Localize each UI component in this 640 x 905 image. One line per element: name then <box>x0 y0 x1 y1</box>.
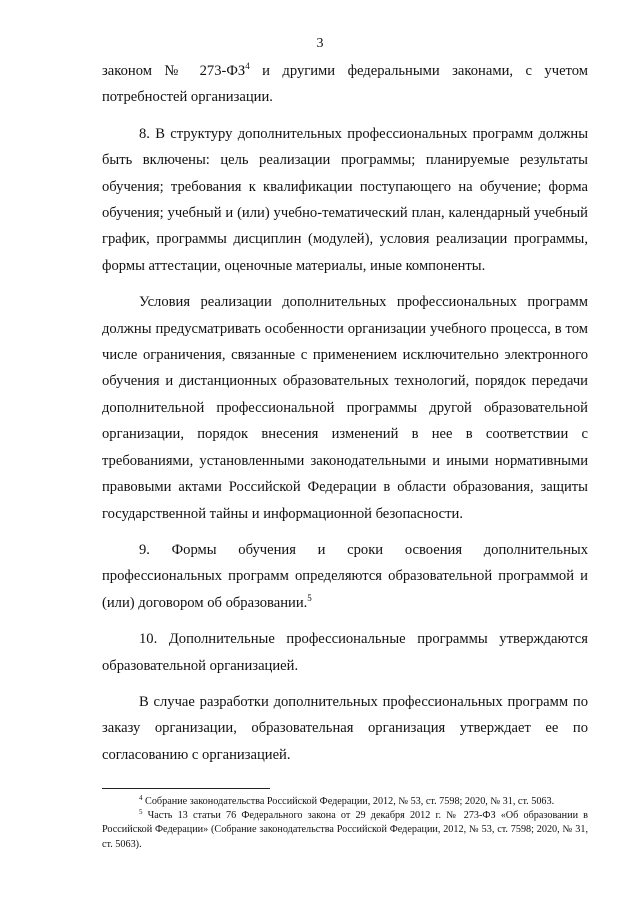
footnote-text: Собрание законодательства Российской Федерации, 2012, № 53, ст. 7598; 2020, № 31, ст. 5063. <box>142 796 555 807</box>
footnote-separator <box>102 788 270 789</box>
paragraph-text: 9. Формы обучения и сроки освоения дополнительных профессиональных программ определяются образовательной программой и (или) договором об образовании. <box>102 541 588 611</box>
footnote-mark: 5 <box>139 808 143 817</box>
paragraph-continuation <box>102 58 588 111</box>
footnote-mark: 4 <box>139 794 143 802</box>
paragraph-order <box>102 689 588 768</box>
footnote-4 <box>102 795 588 809</box>
paragraph-text: 8. В структуру дополнительных профессиональных программ должны быть включены: цель реализации программы; планируемые результаты обучения; требования к квалификации поступающего на обучение; форма обучения; учебный и (или) учебно-тематический план, календарный учебный график, программы дисциплин (модулей), условия реализации программы, формы аттестации, оценочные материалы, иные компоненты. <box>102 125 588 274</box>
footnote-text: Часть 13 статьи 76 Федерального закона от 29 декабря 2012 г. № 273-ФЗ «Об образовании в Российской Федерации» (Собрание законодательства Российской Федерации, 2012, № 53, ст. 7598; 2020, № 31, ст. 5063). <box>102 810 588 850</box>
paragraph-text: Условия реализации дополнительных профессиональных программ должны предусматривать особенности организации учебного процесса, в том числе ограничения, связанные с применением исключительно электронного обучения и дистанционных образовательных технологий, порядок передачи дополнительной профессиональной программы другой образовательной организации, порядок внесения изменений в нее в соответствии с требованиями, установленными законодательными и иными нормативными правовыми актами Российской Федерации в области образования, защиты государственной тайны и информационной безопасности. <box>102 294 588 522</box>
paragraph-text: законом № 273-ФЗ <box>102 63 246 79</box>
paragraph-item-9 <box>102 537 588 616</box>
footnotes <box>102 795 588 852</box>
footnote-ref-5: 5 <box>307 592 312 603</box>
paragraph-item-8 <box>102 121 588 279</box>
footnote-ref-4: 4 <box>245 61 250 71</box>
footnote-5 <box>102 809 588 852</box>
paragraph-text-tail: и другими федеральными законами, с учетом потребностей организации. <box>102 63 588 106</box>
paragraph-text: 10. Дополнительные профессиональные программы утверждаются образовательной организацией. <box>102 631 588 674</box>
paragraph-text: В случае разработки дополнительных профессиональных программ по заказу организации, образовательная организация утверждает ее по согласованию с организацией. <box>102 693 588 763</box>
paragraph-conditions <box>102 289 588 527</box>
body-text <box>102 58 588 768</box>
paragraph-item-10 <box>102 626 588 679</box>
page-number: 3 <box>316 36 324 51</box>
